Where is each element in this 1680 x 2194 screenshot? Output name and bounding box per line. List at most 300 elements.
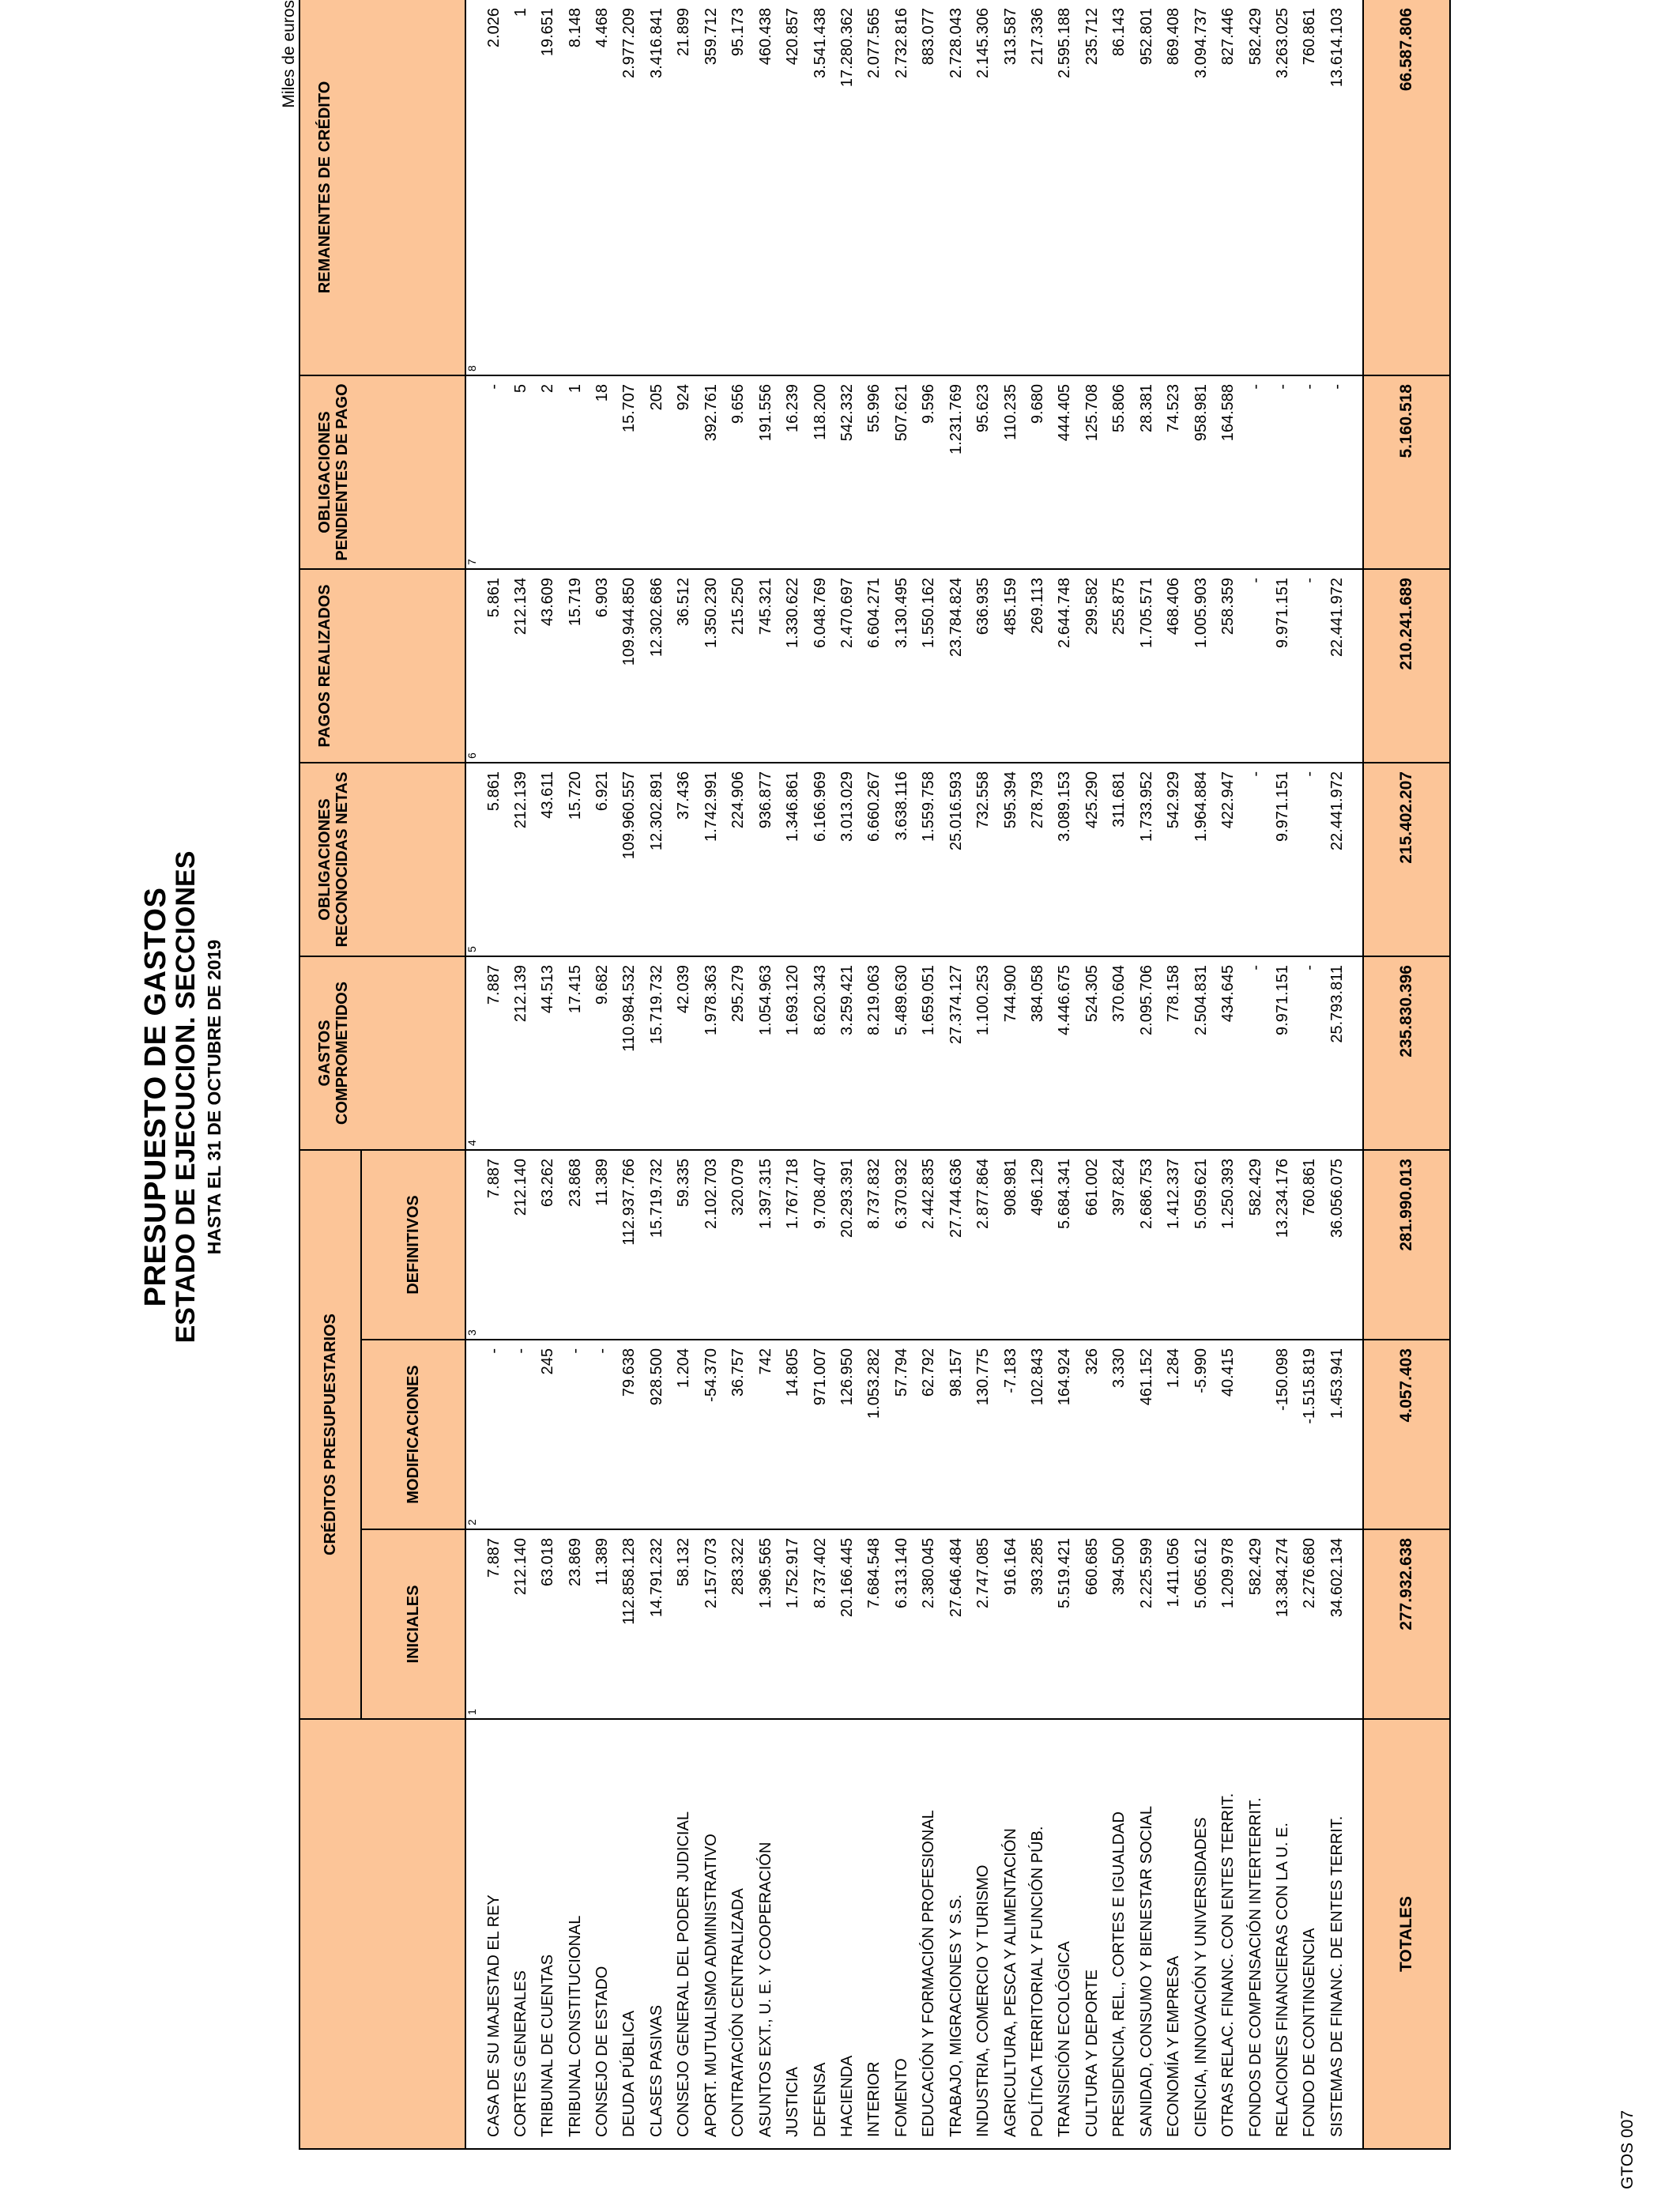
definitivos-cell (507, 1150, 534, 1340)
cell-value: 924 (675, 384, 693, 411)
obligaciones-cell (1188, 763, 1215, 956)
cell-value: FONDO DE CONTINGENCIA (1301, 1928, 1319, 2137)
iniciales-cell (943, 1529, 970, 1719)
modificaciones-cell (807, 1340, 834, 1529)
cell-value: 5.861 (484, 771, 503, 812)
obligaciones-cell (1052, 763, 1079, 956)
pagos-cell (1052, 569, 1079, 763)
cell-value: EDUCACIÓN Y FORMACIÓN PROFESIONAL (920, 1810, 938, 2137)
gastos-cell (698, 956, 725, 1150)
header-creditos-group: CRÉDITOS PRESUPUESTARIOS (299, 1150, 361, 1719)
remanentes-cell (888, 0, 915, 375)
pendientes-cell (888, 375, 915, 569)
pagos-cell (534, 569, 561, 763)
cell-value: 5.684.341 (1056, 1159, 1074, 1229)
cell-value: 8.737.832 (865, 1159, 883, 1229)
cell-value: 62.792 (920, 1348, 938, 1397)
section-name (1052, 1719, 1079, 2149)
totals-row (1363, 0, 1450, 2149)
iniciales-cell (1052, 1529, 1079, 1719)
remanentes-cell (1297, 0, 1324, 375)
section-name (1188, 1719, 1215, 2149)
pagos-cell (1133, 569, 1160, 763)
cell-value: 299.582 (1083, 578, 1101, 635)
cell-value: 1.978.363 (702, 965, 720, 1035)
modificaciones-cell (698, 1340, 725, 1529)
cell-value: - (511, 1348, 529, 1354)
table-row (752, 0, 779, 2149)
header-obligaciones: OBLIGACIONES RECONOCIDAS NETAS (299, 763, 465, 956)
report-subtitle: ESTADO DE EJECUCION. SECCIONES (171, 850, 201, 1344)
cell-value: 164.924 (1056, 1348, 1074, 1406)
table-row (1161, 0, 1188, 2149)
modificaciones-cell (1052, 1340, 1079, 1529)
definitivos-cell (725, 1150, 752, 1340)
obligaciones-cell (1079, 763, 1106, 956)
definitivos-cell (1133, 1150, 1160, 1340)
remanentes-cell (1269, 0, 1296, 375)
report-title: PRESUPUESTO DE GASTOS (139, 887, 172, 1307)
gastos-cell (1242, 956, 1269, 1150)
column-number: 3 (465, 1329, 478, 1336)
cell-value: - (1328, 384, 1346, 390)
cell-value: 12.302.891 (647, 771, 665, 851)
gastos-cell (970, 956, 996, 1150)
cell-value: 908.981 (1001, 1159, 1019, 1216)
obligaciones-cell (725, 763, 752, 956)
cell-value: 63.262 (539, 1159, 557, 1208)
modificaciones-cell (589, 1340, 616, 1529)
cell-value: 126.950 (838, 1348, 856, 1406)
cell-value: 95.623 (974, 384, 993, 433)
cell-value: 869.408 (1165, 8, 1183, 66)
cell-value: 13.384.274 (1273, 1538, 1291, 1618)
total-pagos: 210.241.689 (1363, 569, 1450, 763)
cell-value: 760.861 (1301, 1159, 1319, 1216)
cell-value: 1.330.622 (784, 578, 802, 648)
pendientes-cell (507, 375, 534, 569)
cell-value: 22.441.972 (1328, 578, 1346, 658)
cell-value: 542.332 (838, 384, 856, 442)
cell-value: SANIDAD, CONSUMO Y BIENESTAR SOCIAL (1137, 1806, 1155, 2137)
pagos-cell (1215, 569, 1241, 763)
obligaciones-cell (970, 763, 996, 956)
cell-value: 15.707 (620, 384, 638, 433)
cell-value: 9.680 (1029, 384, 1047, 424)
obligaciones-cell (1297, 763, 1324, 956)
section-name (943, 1719, 970, 2149)
section-name (1079, 1719, 1106, 2149)
remanentes-cell (779, 0, 806, 375)
cell-value: 359.712 (702, 8, 720, 66)
cell-value: 9.656 (729, 384, 748, 424)
pagos-cell (997, 569, 1024, 763)
cell-value: -54.370 (702, 1348, 720, 1402)
definitivos-cell (698, 1150, 725, 1340)
pagos-cell (888, 569, 915, 763)
remanentes-cell (616, 0, 643, 375)
cell-value: 1 (511, 8, 529, 17)
modificaciones-cell (916, 1340, 943, 1529)
section-name (834, 1719, 861, 2149)
cell-value: CULTURA Y DEPORTE (1083, 1970, 1101, 2137)
modificaciones-cell (507, 1340, 534, 1529)
table-row (1188, 0, 1215, 2149)
section-name (1324, 1719, 1362, 2149)
cell-value: 28.381 (1137, 384, 1155, 433)
section-name (698, 1719, 725, 2149)
cell-value: INDUSTRIA, COMERCIO Y TURISMO (974, 1864, 993, 2137)
definitivos-cell (534, 1150, 561, 1340)
cell-value: 397.824 (1110, 1159, 1128, 1216)
section-name (562, 1719, 589, 2149)
cell-value: 313.587 (1001, 8, 1019, 66)
remanentes-cell (1188, 0, 1215, 375)
table-row (1297, 0, 1324, 2149)
obligaciones-cell (888, 763, 915, 956)
cell-value: 7.887 (484, 1159, 503, 1199)
pendientes-cell (1215, 375, 1241, 569)
pagos-cell (671, 569, 698, 763)
table-row (698, 0, 725, 2149)
cell-value: 278.793 (1029, 771, 1047, 829)
modificaciones-cell (888, 1340, 915, 1529)
gastos-cell (1161, 956, 1188, 1150)
pendientes-cell (943, 375, 970, 569)
obligaciones-cell (807, 763, 834, 956)
cell-value: 732.558 (974, 771, 993, 829)
modificaciones-cell (861, 1340, 888, 1529)
cell-value: 109.944.850 (620, 578, 638, 666)
cell-value: 425.290 (1083, 771, 1101, 829)
header-modificaciones: MODIFICACIONES (361, 1340, 465, 1529)
definitivos-cell (834, 1150, 861, 1340)
cell-value: 17.415 (566, 965, 584, 1014)
cell-value: 936.877 (756, 771, 774, 829)
pendientes-cell (1242, 375, 1269, 569)
cell-value: 952.801 (1137, 8, 1155, 66)
cell-value: 2.157.073 (702, 1538, 720, 1608)
column-number: 6 (465, 752, 478, 759)
section-name (643, 1719, 670, 2149)
cell-value: 9.596 (920, 384, 938, 424)
iniciales-cell (1024, 1529, 1051, 1719)
table-row (861, 0, 888, 2149)
pagos-cell (698, 569, 725, 763)
cell-value: 2.977.209 (620, 8, 638, 78)
pagos-cell (643, 569, 670, 763)
cell-value: 1.550.162 (920, 578, 938, 648)
header-gastos: GASTOS COMPROMETIDOS (299, 956, 465, 1150)
cell-value: 370.604 (1110, 965, 1128, 1023)
section-name (465, 1719, 507, 2149)
remanentes-cell (534, 0, 561, 375)
modificaciones-cell (1269, 1340, 1296, 1529)
cell-value: 20.166.445 (838, 1538, 856, 1618)
cell-value: - (484, 384, 503, 390)
pagos-cell (1242, 569, 1269, 763)
definitivos-cell (888, 1150, 915, 1340)
obligaciones-cell (779, 763, 806, 956)
definitivos-cell (1242, 1150, 1269, 1340)
header-definitivos: DEFINITIVOS (361, 1150, 465, 1340)
cell-value: RELACIONES FINANCIERAS CON LA U. E. (1273, 1823, 1291, 2137)
cell-value: 1.659.051 (920, 965, 938, 1035)
cell-value: 595.394 (1001, 771, 1019, 829)
cell-value: CONSEJO GENERAL DEL PODER JUDICIAL (675, 1811, 693, 2137)
cell-value: 9.682 (593, 965, 612, 1005)
cell-value: 742 (756, 1348, 774, 1375)
cell-value: 1.005.903 (1192, 578, 1210, 648)
cell-value: 42.039 (675, 965, 693, 1014)
cell-value: CORTES GENERALES (511, 1970, 529, 2137)
cell-value: 6.166.969 (811, 771, 829, 842)
cell-value: - (1246, 384, 1264, 390)
pendientes-cell (834, 375, 861, 569)
cell-value: 13.234.176 (1273, 1159, 1291, 1238)
gastos-cell (589, 956, 616, 1150)
table-row (779, 0, 806, 2149)
modificaciones-cell (1106, 1340, 1133, 1529)
cell-value: 958.981 (1192, 384, 1210, 442)
cell-value: 9.971.151 (1273, 771, 1291, 842)
iniciales-cell (1188, 1529, 1215, 1719)
modificaciones-cell (1079, 1340, 1106, 1529)
cell-value: 392.761 (702, 384, 720, 442)
definitivos-cell (970, 1150, 996, 1340)
gastos-cell (807, 956, 834, 1150)
cell-value: - (1301, 771, 1319, 777)
header-pendientes: OBLIGACIONES PENDIENTES DE PAGO (299, 375, 465, 569)
cell-value: 191.556 (756, 384, 774, 442)
cell-value: 3.263.025 (1273, 8, 1291, 78)
cell-value: 43.609 (539, 578, 557, 627)
cell-value: 2.644.748 (1056, 578, 1074, 648)
cell-value: 23.868 (566, 1159, 584, 1208)
definitivos-cell (752, 1150, 779, 1340)
definitivos-cell (1188, 1150, 1215, 1340)
total-modificaciones: 4.057.403 (1363, 1340, 1450, 1529)
cell-value: 2.470.697 (838, 578, 856, 648)
cell-value: 444.405 (1056, 384, 1074, 442)
obligaciones-cell (861, 763, 888, 956)
pagos-cell (807, 569, 834, 763)
section-name (1297, 1719, 1324, 2149)
cell-value: CONSEJO DE ESTADO (593, 1966, 612, 2137)
remanentes-cell (589, 0, 616, 375)
cell-value: 827.446 (1219, 8, 1237, 66)
cell-value: 112.937.766 (620, 1159, 638, 1246)
section-name (888, 1719, 915, 2149)
cell-value: 9.971.151 (1273, 578, 1291, 648)
section-name (589, 1719, 616, 2149)
gastos-cell (616, 956, 643, 1150)
cell-value: 12.302.686 (647, 578, 665, 658)
pagos-cell (725, 569, 752, 763)
cell-value: 2.728.043 (947, 8, 965, 78)
cell-value: 217.336 (1029, 8, 1047, 66)
cell-value: 25.793.811 (1328, 965, 1346, 1043)
cell-value: 255.875 (1110, 578, 1128, 635)
remanentes-cell (916, 0, 943, 375)
definitivos-cell (465, 1150, 507, 1340)
cell-value: 1.752.917 (784, 1538, 802, 1608)
definitivos-cell (916, 1150, 943, 1340)
modificaciones-cell (779, 1340, 806, 1529)
cell-value: 434.645 (1219, 965, 1237, 1023)
cell-value: 760.861 (1301, 8, 1319, 66)
cell-value: FONDOS DE COMPENSACIÓN INTERTERRIT. (1246, 1797, 1264, 2137)
cell-value: 6.903 (593, 578, 612, 618)
cell-value: 1.350.230 (702, 578, 720, 648)
table-row (888, 0, 915, 2149)
cell-value: 5.059.621 (1192, 1159, 1210, 1229)
units-label: Miles de euros (280, 0, 298, 108)
cell-value: 660.685 (1083, 1538, 1101, 1596)
column-number: 1 (465, 1709, 478, 1715)
cell-value: 8.737.402 (811, 1538, 829, 1608)
table-row (807, 0, 834, 2149)
cell-value: SISTEMAS DE FINANC. DE ENTES TERRIT. (1328, 1815, 1346, 2137)
cell-value: 245 (539, 1348, 557, 1375)
modificaciones-cell (671, 1340, 698, 1529)
cell-value: 1.742.991 (702, 771, 720, 842)
cell-value: 79.638 (620, 1348, 638, 1397)
definitivos-cell (943, 1150, 970, 1340)
cell-value: 34.602.134 (1328, 1538, 1346, 1618)
cell-value: 2.077.565 (865, 8, 883, 78)
cell-value: 14.791.232 (647, 1538, 665, 1618)
iniciales-cell (916, 1529, 943, 1719)
table-row (1133, 0, 1160, 2149)
cell-value: 1.054.963 (756, 965, 774, 1035)
modificaciones-cell (970, 1340, 996, 1529)
cell-value: 384.058 (1029, 965, 1047, 1023)
pagos-cell (970, 569, 996, 763)
section-name (1269, 1719, 1296, 2149)
definitivos-cell (1161, 1150, 1188, 1340)
cell-value: 16.239 (784, 384, 802, 433)
section-name (1024, 1719, 1051, 2149)
definitivos-cell (671, 1150, 698, 1340)
cell-value: 2.747.085 (974, 1538, 993, 1608)
section-name (861, 1719, 888, 2149)
cell-value: 393.285 (1029, 1538, 1047, 1596)
iniciales-cell (1106, 1529, 1133, 1719)
cell-value: 744.900 (1001, 965, 1019, 1023)
modificaciones-cell (1188, 1340, 1215, 1529)
cell-value: 9.971.151 (1273, 965, 1291, 1035)
obligaciones-cell (671, 763, 698, 956)
cell-value: 778.158 (1165, 965, 1183, 1023)
remanentes-cell (834, 0, 861, 375)
cell-value: 507.621 (892, 384, 910, 442)
iniciales-cell (507, 1529, 534, 1719)
cell-value: CASA DE SU MAJESTAD EL REY (484, 1894, 503, 2137)
pendientes-cell (807, 375, 834, 569)
modificaciones-cell (1215, 1340, 1241, 1529)
header-section (299, 1719, 465, 2149)
pendientes-cell (916, 375, 943, 569)
cell-value: 1.705.571 (1137, 578, 1155, 648)
obligaciones-cell (643, 763, 670, 956)
pendientes-cell (616, 375, 643, 569)
pendientes-cell (1297, 375, 1324, 569)
iniciales-cell (534, 1529, 561, 1719)
gastos-cell (725, 956, 752, 1150)
iniciales-cell (616, 1529, 643, 1719)
pagos-cell (1324, 569, 1362, 763)
remanentes-cell (997, 0, 1024, 375)
gastos-cell (1106, 956, 1133, 1150)
cell-value: CIENCIA, INNOVACIÓN Y UNIVERSIDADES (1192, 1817, 1210, 2137)
cell-value: 3.330 (1110, 1348, 1128, 1389)
cell-value: 1.559.758 (920, 771, 938, 842)
total-pendientes: 5.160.518 (1363, 375, 1450, 569)
cell-value: 118.200 (811, 384, 829, 440)
cell-value: 1.397.315 (756, 1159, 774, 1229)
cell-value: 224.906 (729, 771, 748, 829)
obligaciones-cell (562, 763, 589, 956)
remanentes-cell (1242, 0, 1269, 375)
cell-value: - (1301, 965, 1319, 971)
cell-value: - (1301, 578, 1319, 583)
definitivos-cell (861, 1150, 888, 1340)
gastos-cell (1297, 956, 1324, 1150)
iniciales-cell (970, 1529, 996, 1719)
total-gastos: 235.830.396 (1363, 956, 1450, 1150)
column-number: 4 (465, 1140, 478, 1146)
cell-value: 1.346.861 (784, 771, 802, 842)
cell-value: 258.359 (1219, 578, 1237, 635)
modificaciones-cell (1161, 1340, 1188, 1529)
table-row (507, 0, 534, 2149)
cell-value: - (566, 1348, 584, 1354)
cell-value: 5.861 (484, 578, 503, 618)
table-row (534, 0, 561, 2149)
cell-value: ECONOMÍA Y EMPRESA (1165, 1955, 1183, 2137)
cell-value: 1.284 (1165, 1348, 1183, 1389)
pendientes-cell (1188, 375, 1215, 569)
cell-value: 55.806 (1110, 384, 1128, 433)
cell-value: 661.002 (1083, 1159, 1101, 1216)
cell-value: CONTRATACIÓN CENTRALIZADA (729, 1888, 748, 2137)
cell-value: 11.389 (593, 1538, 612, 1585)
cell-value: 20.293.391 (838, 1159, 856, 1238)
remanentes-cell (970, 0, 996, 375)
cell-value: 23.869 (566, 1538, 584, 1587)
cell-value: 1.250.393 (1219, 1159, 1237, 1229)
cell-value: DEFENSA (811, 2062, 829, 2137)
cell-value: 11.389 (593, 1159, 612, 1206)
cell-value: 110.984.532 (620, 965, 638, 1052)
table-row (671, 0, 698, 2149)
total-definitivos: 281.990.013 (1363, 1150, 1450, 1340)
pagos-cell (589, 569, 616, 763)
cell-value: 27.744.636 (947, 1159, 965, 1238)
cell-value: 2.276.680 (1301, 1538, 1319, 1608)
definitivos-cell (643, 1150, 670, 1340)
remanentes-cell (1324, 0, 1362, 375)
definitivos-cell (779, 1150, 806, 1340)
obligaciones-cell (1242, 763, 1269, 956)
remanentes-cell (943, 0, 970, 375)
cell-value: 2.225.599 (1137, 1538, 1155, 1608)
cell-value: 130.775 (974, 1348, 993, 1406)
cell-value: 916.164 (1001, 1538, 1019, 1596)
cell-value: 2.732.816 (892, 8, 910, 78)
table-row (970, 0, 996, 2149)
